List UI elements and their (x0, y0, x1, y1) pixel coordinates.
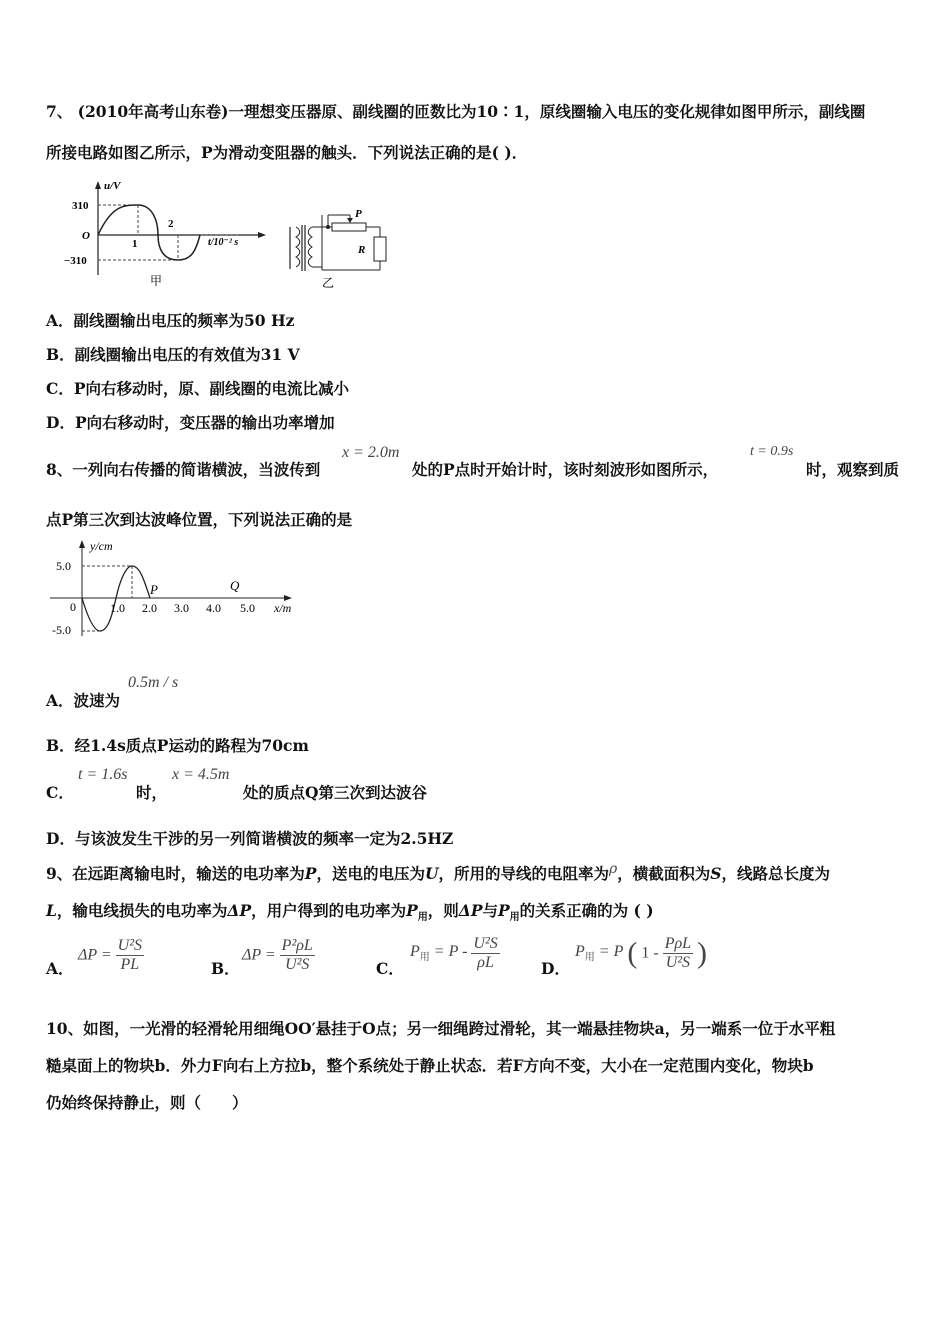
q7-option-a[interactable]: A．副线圈输出电压的频率为50 Hz (46, 311, 295, 330)
q7-figure (60, 175, 400, 290)
q9-stem-line1: 9、在远距离输电时，输送的电功率为P，送电的电压为U，所用的导线的电阻率为ρ，横截面积为S，线路总长度为 (46, 861, 830, 883)
u-axis-label: u/V (104, 180, 121, 192)
q9-option-a[interactable]: A． (46, 959, 74, 978)
y-axis-label: y/cm (90, 539, 113, 553)
origin-zero: 0 (70, 600, 76, 614)
q8-option-c-math-t: t = 1.6s (78, 766, 128, 783)
y-tick-neg310: −310 (64, 255, 87, 267)
q9-option-a-formula: ΔP = $\frac{\text{U²S}}{PL}$ (78, 937, 143, 973)
t-tick-2: 2 (168, 218, 174, 230)
x-tick-5: 5.0 (240, 601, 255, 615)
y-tick-5: 5.0 (56, 559, 71, 573)
caption-yi: 乙 (322, 276, 335, 290)
x-tick-1: 1.0 (110, 601, 125, 615)
q9-option-d-formula: $P_用 = P$ ( 1 - $\frac{\text{PρL}}{\text{U²S}}$ ) (575, 935, 708, 971)
q9-option-b[interactable]: B． (211, 959, 240, 978)
q10-stem-line2: 糙桌面上的物块b．外力F向右上方拉b，整个系统处于静止状态．若F方向不变，大小在一定范围内变化，物块b (46, 1056, 814, 1075)
q8-stem-part3: 时，观察到质 (806, 460, 900, 479)
q7-stem-line1: 7、 (2010年高考山东卷)一理想变压器原、副线圈的匝数比为10∶1，原线圈输入电压的变化规律如图甲所示，副线圈 (46, 102, 866, 121)
point-q-label: Q (230, 578, 240, 593)
q10-stem-line1: 10、如图，一光滑的轻滑轮用细绳OO′悬挂于O点；另一细绳跨过滑轮，其一端悬挂物块a，另一端系一位于水平粗 (46, 1019, 836, 1038)
slider-p-label: P (355, 208, 362, 220)
q8-math-t: t = 0.9s (750, 444, 794, 459)
q8-stem-line2: 点P第三次到达波峰位置，下列说法正确的是 (46, 510, 353, 529)
q7-stem-line2: 所接电路如图乙所示，P为滑动变阻器的触头．下列说法正确的是( )． (46, 143, 528, 162)
q9-stem-line2: L，输电线损失的电功率为ΔP，用户得到的电功率为$P_用$，则ΔP与$P_用$的关系正确的为 ( ) (46, 901, 654, 924)
q8-math-x: x = 2.0m (342, 444, 400, 461)
q8-option-c[interactable]: C． (46, 783, 74, 802)
q8-option-b[interactable]: B．经1.4s质点P运动的路程为70cm (46, 736, 309, 755)
y-tick-neg5: -5.0 (52, 623, 71, 637)
x-tick-3: 3.0 (174, 601, 189, 615)
origin-label: O (82, 230, 90, 242)
point-p-label: P (150, 582, 158, 597)
x-tick-4: 4.0 (206, 601, 221, 615)
q10-stem-line3: 仍始终保持静止，则（ ） (46, 1093, 248, 1112)
t-tick-1: 1 (132, 238, 138, 250)
q9-option-c[interactable]: C． (376, 959, 404, 978)
q9-option-b-formula: ΔP = $\frac{\text{P²ρL}}{\text{U²S}}$ (242, 937, 313, 973)
voltage-sine-curve (98, 205, 200, 260)
q8-stem-part1: 8、一列向右传播的简谐横波，当波传到 (46, 460, 321, 479)
q7-option-b[interactable]: B．副线圈输出电压的有效值为31 V (46, 345, 300, 364)
y-tick-310: 310 (72, 200, 89, 212)
q8-stem-part2: 处的P点时开始计时，该时刻波形如图所示， (412, 460, 719, 479)
q8-option-c-end: 处的质点Q第三次到达波谷 (243, 783, 428, 802)
resistor-r-label: R (358, 244, 366, 256)
x-tick-2: 2.0 (142, 601, 157, 615)
t-axis-label: t/10⁻² s (208, 237, 239, 248)
q7-option-c[interactable]: C．P向右移动时，原、副线圈的电流比减小 (46, 379, 349, 398)
q8-option-a-math: 0.5m / s (128, 674, 179, 691)
caption-jia: 甲 (150, 274, 163, 288)
q8-option-c-math-x: x = 4.5m (172, 766, 230, 783)
x-axis-label: x/m (274, 601, 292, 615)
q8-option-d[interactable]: D．与该波发生干涉的另一列简谐横波的频率一定为2.5HZ (46, 829, 454, 848)
q8-option-c-mid: 时， (136, 783, 168, 802)
q9-option-d[interactable]: D． (541, 959, 570, 978)
q9-option-c-formula: $P_用 = P$ - $\frac{\text{U²S}}{\rho L}$ (410, 935, 498, 971)
q8-option-a[interactable]: A．波速为 (46, 691, 121, 710)
q7-option-d[interactable]: D．P向右移动时，变压器的输出功率增加 (46, 413, 335, 432)
q8-wave-figure (46, 536, 316, 646)
